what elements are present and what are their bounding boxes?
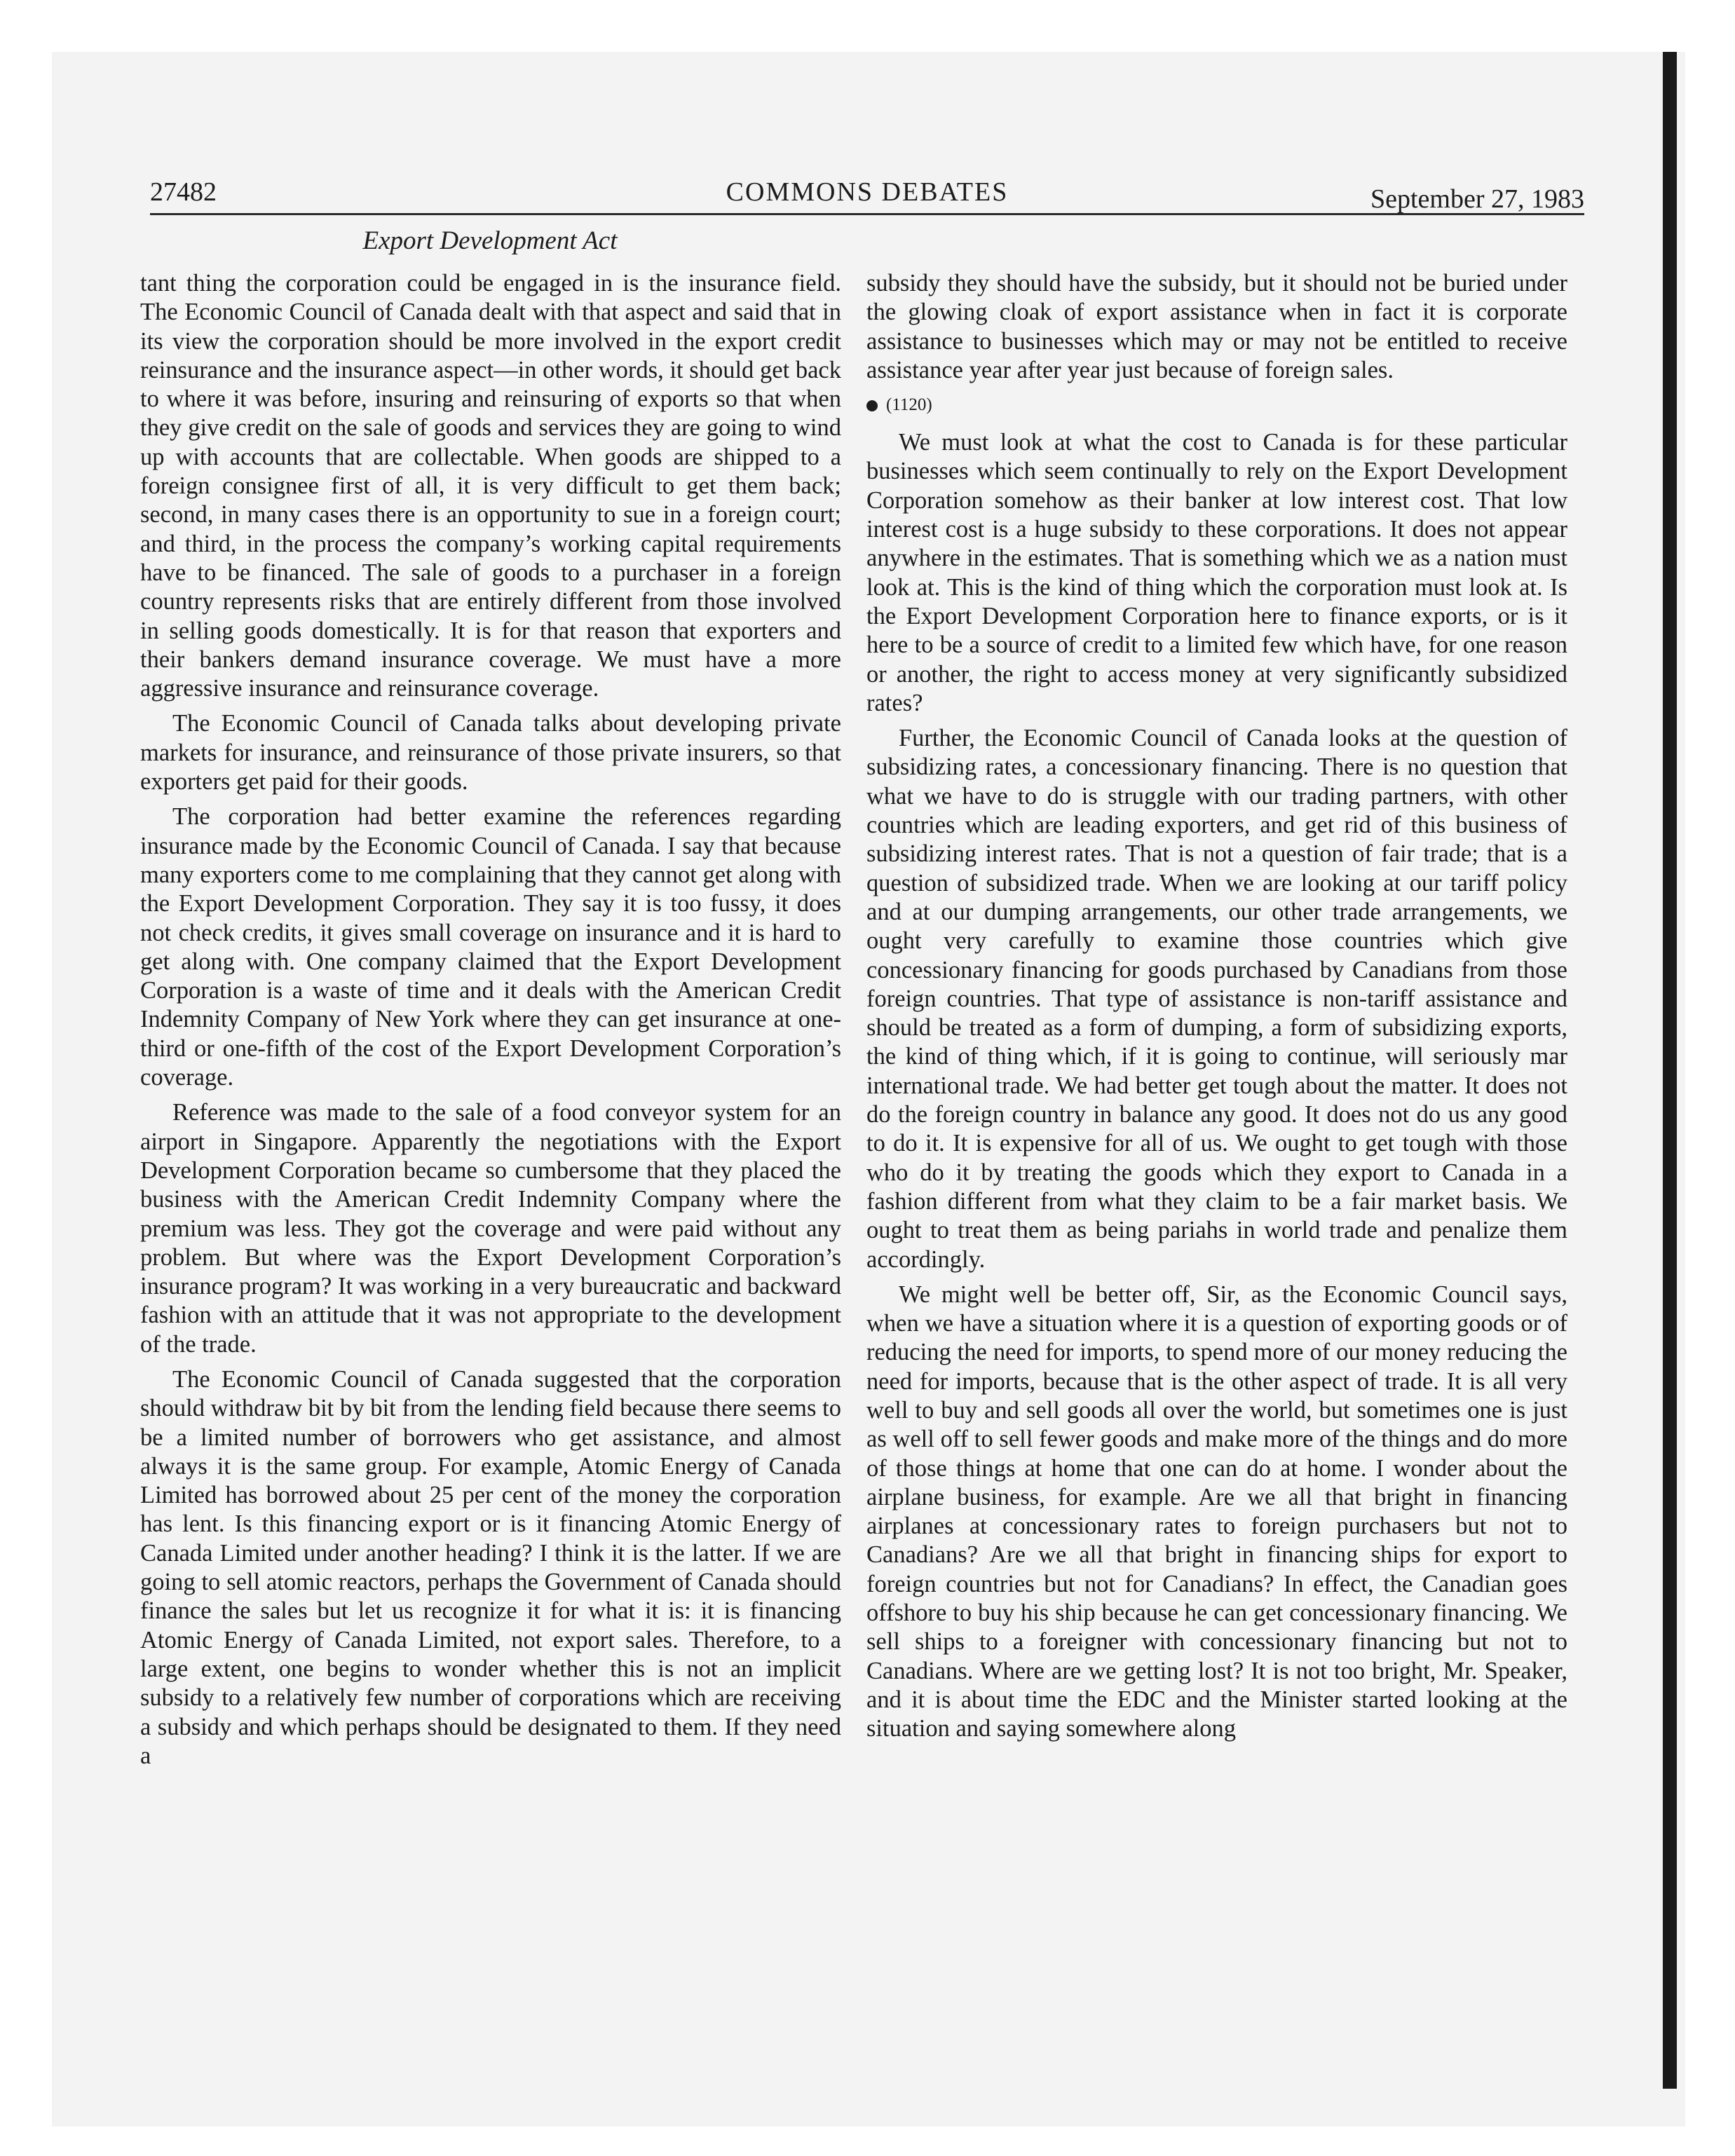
paragraph: The Economic Council of Canada suggested that the corporation should withdraw bit by bit from the lending field because there seems to be a limited number of borrowers who get assistance, and almost always it is the same group. For example, Atomic Energy of Canada Limited has borrowed about 25 per cent of the money the corporation has lent. Is this financing export or is it financing Atomic Energy of Canada Limited under another heading? I think it is the latter. If we are going to sell atomic reactors, perhaps the Government of Canada should finance the sales but let us recognize it for what it is: it is financing Atomic Energy of Canada Limited, not export sales. Therefore, to a large extent, one begins to wonder whether this is not an implicit subsidy to a relatively few number of corporations which are receiving a subsidy and which perhaps should be designated to them. If they need a bbox=[140, 1365, 841, 1769]
paragraph: Further, the Economic Council of Canada looks at the question of subsidizing rates, a concessionary financing. There is no question that what we have to do is struggle with our trading partners, with other countries which are leading exporters, and get rid of this business of subsidizing interest rates. That is not a question of fair trade; that is a question of subsidized trade. When we are looking at our tariff policy and at our dumping arrangements, our other trade arrangements, we ought very carefully to examine those countries which give concessionary financing for goods purchased by Canadians from those foreign countries. That type of assistance is non-tariff assistance and should be treated as a form of dumping, a form of subsidizing exports, the kind of thing which, if it is going to continue, will seriously mar international trade. We had better get tough about the matter. It does not do the foreign country in balance any good. It does not do us any good to do it. It is expensive for all of us. We ought to get tough with those who do it by treating the goods which they export to Canada in a fashion different from what they claim to be a fair market basis. We ought to treat them as being pariahs in world trade and penalize them accordingly. bbox=[866, 725, 1567, 1273]
bullet-icon bbox=[866, 400, 878, 411]
page-header bbox=[150, 174, 1584, 215]
time-marker-label: (1120) bbox=[886, 395, 932, 415]
time-marker bbox=[866, 395, 1567, 416]
publication-date: September 27, 1983 bbox=[1370, 184, 1584, 214]
section-title: Export Development Act bbox=[362, 226, 618, 255]
paragraph: The Economic Council of Canada talks about developing private markets for insurance, and reinsurance of those private insurers, so that exporters get paid for their goods. bbox=[140, 710, 841, 796]
paragraph: Reference was made to the sale of a food conveyor system for an airport in Singapore. Apparently the negotiations with the Export Development Corporation became so cumbersome that they placed the business with the American Credit Indemnity Company where the premium was less. They got the coverage and were paid without any problem. But where was the Export Development Corporation’s insurance program? It was working in a very bureaucratic and backward fashion with an attitude that it was not appropriate to the development of the trade. bbox=[140, 1099, 841, 1358]
paragraph: tant thing the corporation could be engaged in is the insurance field. The Economic Council of Canada dealt with that aspect and said that in its view the corporation should be more involved in the export credit reinsurance and the insurance aspect—in other words, it should get back to where it was before, insuring and reinsuring of exports so that when they give credit on the sale of goods and services they are going to wind up with accounts that are collectable. When goods are shipped to a foreign consignee first of all, it is very difficult to get them back; second, in many cases there is an opportunity to sue in a foreign court; and third, in the process the company’s working capital requirements have to be financed. The sale of goods to a purchaser in a foreign country represents risks that are entirely different from those involved in selling goods domestically. It is for that reason that exporters and their bankers demand insurance coverage. We must have a more aggressive insurance and reinsurance coverage. bbox=[140, 270, 841, 702]
left-column bbox=[140, 269, 841, 1777]
paragraph: We must look at what the cost to Canada is for these particular businesses which seem continually to rely on the Export Development Corporation somehow as their banker at low interest cost. That low interest cost is a huge subsidy to these corporations. It does not appear anywhere in the estimates. That is something which we as a nation must look at. This is the kind of thing which the corporation must look at. Is the Export Development Corporation here to finance exports, or is it here to be a source of credit to a limited few which have, for one reason or another, the right to access money at very significantly subsidized rates? bbox=[866, 429, 1567, 716]
publication-title: COMMONS DEBATES bbox=[726, 177, 1009, 207]
paragraph: subsidy they should have the subsidy, but it should not be buried under the glowing cloak of export assistance when in fact it is corporate assistance to businesses which may or may not be entitled to receive assistance year after year just because of foreign sales. bbox=[866, 270, 1567, 383]
page-number: 27482 bbox=[150, 177, 217, 207]
paragraph: We might well be better off, Sir, as the Economic Council says, when we have a situation where it is a question of exporting goods or of reducing the need for imports, to spend more of our money reducing the need for imports, because that is the other aspect of trade. It is all very well to buy and sell goods all over the world, but sometimes one is just as well off to sell fewer goods and make more of the things and do more of those things at home that one can do at home. I wonder about the airplane business, for example. Are we all that bright in financing airplanes at concessionary rates to foreign purchasers but not to Canadians? Are we all that bright in financing ships for export to foreign countries but not for Canadians? In effect, the Canadian goes offshore to buy his ship because he can get concessionary financing. We sell ships to a foreigner with concessionary financing but not to Canadians. Where are we getting lost? It is not too bright, Mr. Speaker, and it is about time the EDC and the Minister started looking at the situation and saying somewhere along bbox=[866, 1281, 1567, 1742]
paragraph: The corporation had better examine the references regarding insurance made by the Economic Council of Canada. I say that because many exporters come to me complaining that they cannot get along with the Export Development Corporation. They say it is too fussy, it does not check credits, it gives small coverage on insurance and it is hard to get along with. One company claimed that the Export Development Corporation is a waste of time and it deals with the American Credit Indemnity Company of New York where they can get insurance at one-third or one-fifth of the cost of the Export Development Corporation’s coverage. bbox=[140, 803, 841, 1091]
right-column bbox=[866, 269, 1567, 1750]
